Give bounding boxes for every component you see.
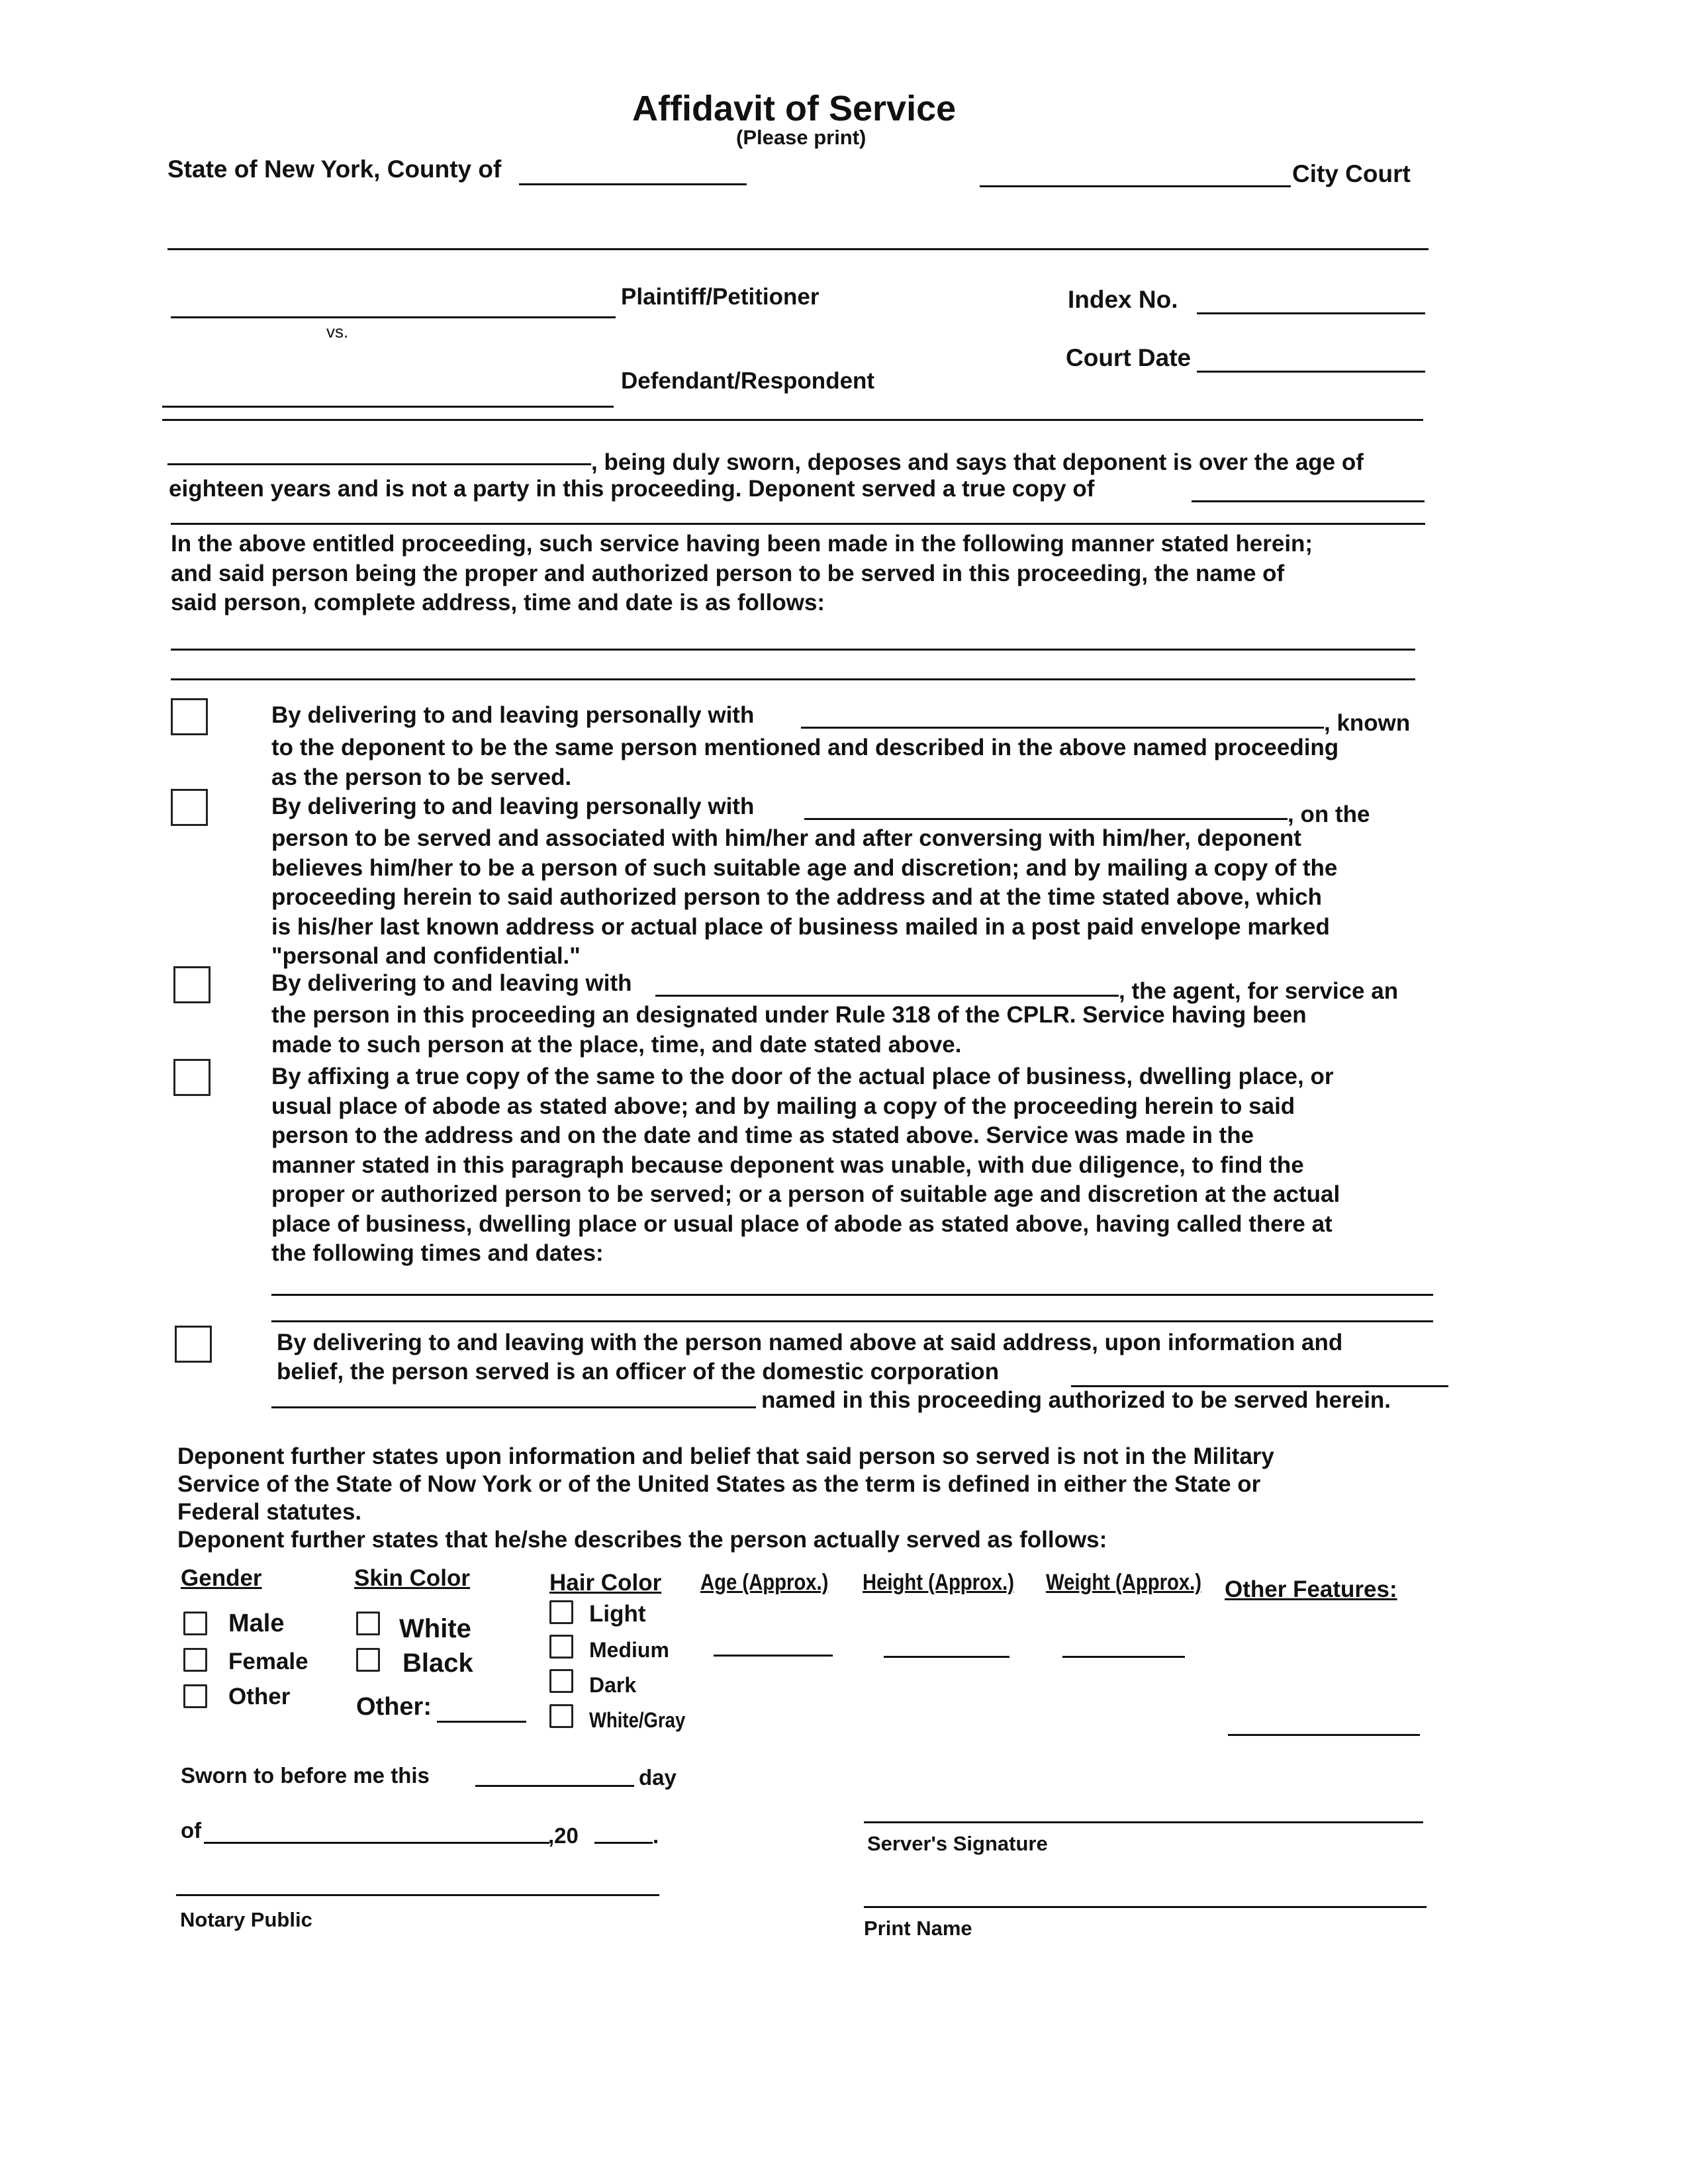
suitable-age-checkbox[interactable]	[171, 789, 208, 826]
skin-white-checkbox[interactable]	[356, 1612, 380, 1635]
suitable-age-line: "personal and confidential."	[271, 943, 581, 969]
hair-white-gray-checkbox[interactable]	[549, 1704, 573, 1728]
skin-black-label: Black	[402, 1649, 473, 1678]
deponent-name-field[interactable]	[167, 463, 591, 465]
affixing-line: the following times and dates:	[271, 1240, 604, 1266]
corporation-name-field-2[interactable]	[271, 1406, 756, 1408]
agent-service-prefix: By delivering to and leaving with	[271, 970, 632, 996]
gender-male-label: Male	[228, 1610, 285, 1637]
notary-signature-field[interactable]	[176, 1894, 659, 1896]
corporation-line-3: named in this proceeding authorized to be served herein.	[761, 1387, 1391, 1413]
skin-white-label: White	[399, 1614, 471, 1643]
military-paragraph	[177, 1443, 1274, 1554]
affixing-checkbox[interactable]	[173, 1059, 211, 1096]
personal-delivery-prefix: By delivering to and leaving personally with	[271, 702, 755, 728]
attempt-times-field[interactable]	[271, 1294, 1433, 1296]
corporation-line-2: belief, the person served is an officer of the domestic corporation	[277, 1359, 1000, 1385]
agent-service-line: made to such person at the place, time, and date stated above.	[271, 1031, 962, 1058]
plaintiff-field[interactable]	[171, 316, 616, 318]
hair-medium-checkbox[interactable]	[549, 1635, 573, 1659]
agent-service-line: the person in this proceeding an designated under Rule 318 of the CPLR. Service having been	[271, 1002, 1307, 1028]
weight-field[interactable]	[1062, 1656, 1185, 1658]
hair-white-gray-label: White/Gray	[589, 1708, 686, 1732]
defendant-field[interactable]	[162, 406, 614, 408]
caption-divider-bottom	[162, 419, 1423, 421]
military-line: Federal statutes.	[177, 1499, 362, 1525]
manner-paragraph	[171, 529, 1313, 618]
plaintiff-label: Plaintiff/Petitioner	[621, 284, 820, 310]
gender-other-label: Other	[228, 1684, 291, 1709]
year-period: .	[653, 1823, 659, 1848]
hair-medium-label: Medium	[589, 1638, 669, 1662]
personal-delivery-name-field[interactable]	[801, 727, 1324, 729]
suitable-age-line: person to be served and associated with him/her and after conversing with him/her, deponent	[271, 825, 1301, 851]
affixing-line: manner stated in this paragraph because deponent was unable, with due diligence, to find the	[271, 1152, 1304, 1178]
military-line: Service of the State of Now York or of the United States as the term is defined in either the State or	[177, 1471, 1261, 1497]
suitable-age-line: is his/her last known address or actual place of business mailed in a post paid envelope marked	[271, 913, 1330, 940]
vs-label: vs.	[326, 322, 349, 341]
gender-female-label: Female	[228, 1649, 308, 1674]
of-label: of	[181, 1818, 202, 1843]
affixing-line: usual place of abode as stated above; and by mailing a copy of the proceeding herein to said	[271, 1093, 1295, 1119]
gender-male-checkbox[interactable]	[183, 1612, 207, 1635]
corporation-officer-checkbox[interactable]	[175, 1326, 212, 1363]
manner-line: In the above entitled proceeding, such service having been made in the following manner stated herein;	[171, 531, 1313, 557]
page-subtitle: (Please print)	[736, 126, 867, 149]
affixing-line: place of business, dwelling place or usual place of abode as stated above, having called there at	[271, 1210, 1333, 1237]
military-line: Deponent further states that he/she describes the person actually served as follows:	[177, 1527, 1107, 1553]
personal-delivery-line: to the deponent to be the same person mentioned and described in the above named proceeding	[271, 735, 1339, 760]
index-no-label: Index No.	[1068, 286, 1178, 313]
sworn-label: Sworn to before me this	[181, 1763, 430, 1788]
hair-light-label: Light	[589, 1601, 646, 1627]
page-title: Affidavit of Service	[632, 89, 957, 128]
gender-female-checkbox[interactable]	[183, 1648, 207, 1672]
caption-divider-top	[167, 248, 1429, 250]
court-date-field[interactable]	[1197, 371, 1425, 373]
affixing-line: By affixing a true copy of the same to the door of the actual place of business, dwelling place, or	[271, 1064, 1334, 1089]
intro-line-1: , being duly sworn, deposes and says that deponent is over the age of	[591, 449, 1364, 475]
served-person-details-field-2[interactable]	[171, 678, 1415, 680]
agent-service-suffix: , the agent, for service an	[1119, 978, 1399, 1004]
year-prefix: ,20	[548, 1823, 579, 1848]
personal-delivery-text	[271, 733, 1338, 792]
sworn-day-field[interactable]	[475, 1785, 634, 1787]
suitable-age-line: proceeding herein to said authorized person to the address and at the time stated above, which	[271, 884, 1322, 910]
sworn-month-field[interactable]	[204, 1842, 549, 1844]
hair-dark-label: Dark	[589, 1673, 637, 1697]
agent-service-checkbox[interactable]	[173, 966, 211, 1003]
military-line: Deponent further states upon information and belief that said person so served is not in the Military	[177, 1443, 1274, 1469]
suitable-age-name-field[interactable]	[804, 818, 1288, 820]
hair-light-checkbox[interactable]	[549, 1600, 573, 1624]
suitable-age-line: believes him/her to be a person of such suitable age and discretion; and by mailing a copy of the	[271, 854, 1338, 881]
document-served-field[interactable]	[1192, 500, 1425, 502]
server-signature-label: Server's Signature	[867, 1832, 1048, 1855]
height-field[interactable]	[884, 1656, 1009, 1658]
affixing-line: proper or authorized person to be served; or a person of suitable age and discretion at the actual	[271, 1181, 1340, 1207]
height-header: Height (Approx.)	[863, 1570, 1015, 1595]
weight-header: Weight (Approx.)	[1046, 1570, 1201, 1595]
city-court-label: City Court	[1292, 160, 1411, 187]
print-name-label: Print Name	[864, 1917, 972, 1940]
served-person-details-field[interactable]	[171, 649, 1415, 651]
agent-service-text	[271, 1001, 1307, 1060]
manner-line: said person, complete address, time and date is as follows:	[171, 590, 825, 615]
attempt-times-field-2[interactable]	[271, 1320, 1433, 1322]
skin-color-header: Skin Color	[354, 1565, 471, 1591]
affixing-line: person to the address and on the date and time as stated above. Service was made in the	[271, 1122, 1254, 1148]
affixing-text	[271, 1062, 1340, 1269]
age-field[interactable]	[714, 1655, 833, 1657]
corporation-line-1: By delivering to and leaving with the person named above at said address, upon information and	[277, 1330, 1343, 1355]
document-served-field-2[interactable]	[171, 523, 1425, 525]
index-no-field[interactable]	[1197, 312, 1425, 314]
other-features-field[interactable]	[1228, 1734, 1420, 1736]
county-field[interactable]	[519, 183, 747, 185]
suitable-age-suffix: , on the	[1288, 801, 1370, 827]
personal-delivery-checkbox[interactable]	[171, 698, 208, 735]
county-label: State of New York, County of	[167, 156, 502, 183]
personal-delivery-line: as the person to be served.	[271, 764, 572, 790]
court-date-label: Court Date	[1066, 344, 1192, 371]
gender-other-checkbox[interactable]	[183, 1684, 207, 1708]
suitable-age-prefix: By delivering to and leaving personally with	[271, 794, 755, 819]
age-header: Age (Approx.)	[700, 1570, 829, 1595]
suitable-age-text	[271, 824, 1337, 972]
sworn-year-field[interactable]	[594, 1842, 653, 1844]
defendant-label: Defendant/Respondent	[621, 368, 875, 394]
intro-line-2: eighteen years and is not a party in this proceeding. Deponent served a true copy of	[169, 476, 1095, 502]
hair-dark-checkbox[interactable]	[549, 1669, 573, 1693]
city-court-field[interactable]	[980, 185, 1291, 187]
personal-delivery-suffix: , known	[1324, 710, 1411, 736]
skin-other-label: Other:	[356, 1693, 432, 1721]
other-features-header: Other Features:	[1225, 1576, 1397, 1602]
manner-line: and said person being the proper and authorized person to be served in this proceeding, the name of	[171, 560, 1285, 586]
agent-name-field[interactable]	[655, 995, 1119, 997]
day-label: day	[639, 1765, 677, 1790]
gender-header: Gender	[181, 1565, 262, 1591]
skin-black-checkbox[interactable]	[356, 1648, 380, 1672]
hair-color-header: Hair Color	[549, 1570, 662, 1596]
notary-label: Notary Public	[180, 1908, 312, 1931]
skin-other-field[interactable]	[437, 1721, 526, 1723]
print-name-field[interactable]	[864, 1906, 1427, 1908]
server-signature-field[interactable]	[864, 1821, 1423, 1823]
